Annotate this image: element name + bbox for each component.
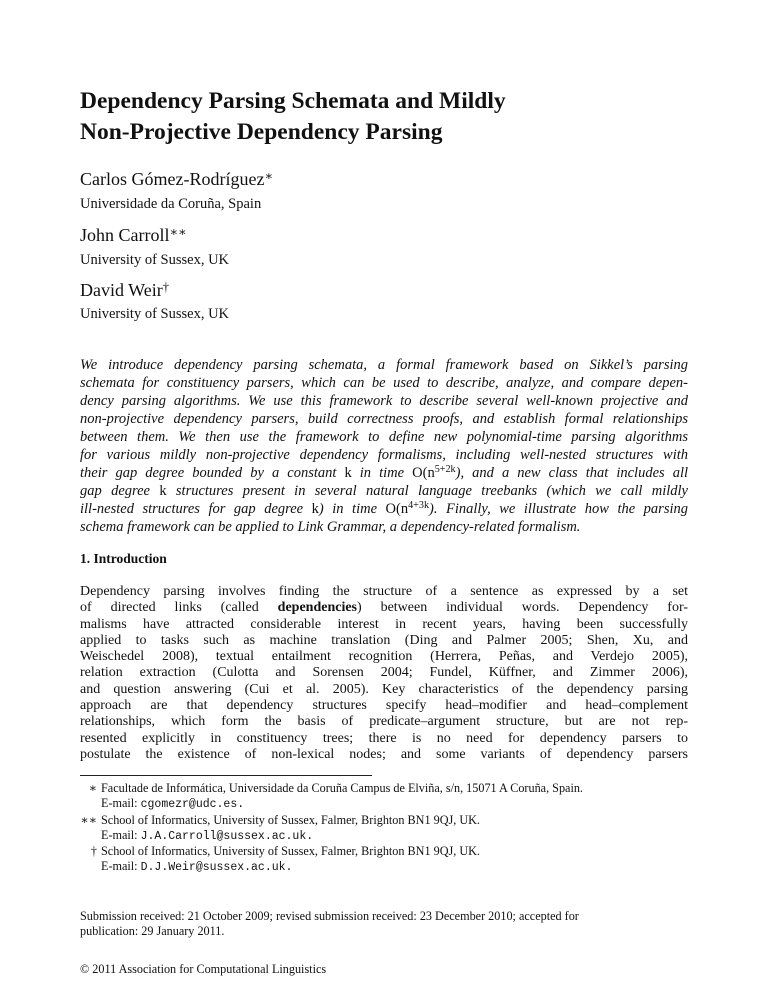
footnote-mark: ∗∗ [80,812,97,827]
author-affiliation: University of Sussex, UK [80,252,230,268]
abstract-line: non-projective dependency parsers, build correctness proofs, and establish formal relationships [80,411,688,427]
author-name-text: Carlos Gómez-Rodríguez [80,169,265,189]
body-line: relationships, which form the basis of predicate–argument structure, but are not rep- [80,714,688,730]
author-mark: † [162,280,169,294]
paper-title [80,86,700,148]
author-mark: ∗ [264,169,274,183]
abstract-line: for various mildly non-projective dependency formalisms, including well-nested structures with [80,447,688,463]
author-name [80,280,169,301]
text: ) between individual words. Dependency for- [357,600,688,616]
abstract-line: dency parsing algorithms. We use this framework to describe several well-known projective and [80,393,688,409]
submission-line: publication: 29 January 2011. [80,924,225,939]
body-line [80,600,688,616]
math [386,501,429,517]
math: k [344,465,352,481]
title-line: Non-Projective Dependency Parsing [80,119,443,145]
term: dependencies [277,600,358,616]
math: k [159,483,167,499]
label: E-mail: [101,796,138,811]
text: ill-nested structures for gap degree [80,501,304,517]
footnote-rule [80,775,372,776]
text: ), and a new class that includes all [455,465,689,481]
body-line: Dependency parsing involves finding the structure of a sentence as expressed by a set [80,584,688,599]
author-affiliation: University of Sussex, UK [80,306,230,322]
math-base: O(n [385,501,409,517]
text: their gap degree bounded by a constant [80,465,337,481]
body-paragraph [80,584,688,763]
submission-line: Submission received: 21 October 2009; revised submission received: 23 December 2010; accepted for [80,909,579,923]
math-base: O(n [412,465,435,481]
body-line: Weischedel 2008), textual entailment recognition (Herrera, Peñas, and Verdejo 2005), [80,649,688,665]
math [412,465,455,481]
abstract-line: schemata for constituency parsers, which can be used to describe, analyze, and compare depen- [80,375,688,391]
body-line: approach are that dependency structures specify head–modifier and head–complement [80,698,688,714]
text: ). Finally, we illustrate how the parsing [429,501,688,517]
footnote-text: Facultade de Informática, Universidade da Coruña Campus de Elviña, s/n, 15071 A Coruña, Spain. [101,781,583,795]
body-line: and question answering (Cui et al. 2005). Key characteristics of the dependency parsing [80,681,688,697]
abstract-line: We introduce dependency parsing schemata, a formal framework based on Sikkel’s parsing [80,357,688,373]
abstract-line [80,482,688,500]
math: k [311,501,319,517]
footnote-email [80,828,700,844]
email: J.A.Carroll@sussex.ac.uk. [140,829,314,843]
abstract [80,356,688,536]
footnote-email [80,796,700,812]
text: ) in time [318,501,378,517]
title-line: Dependency Parsing Schemata and Mildly [80,88,506,114]
text: of directed links (called [80,600,259,616]
email: D.J.Weir@sussex.ac.uk. [140,861,293,875]
abstract-line: between them. We then use the framework to define new polynomial-time parsing algorithms [80,429,688,445]
footnote-text: School of Informatics, University of Sussex, Falmer, Brighton BN1 9QJ, UK. [101,844,480,859]
label: E-mail: [101,859,138,874]
author-name [80,169,273,190]
abstract-line: schema framework can be applied to Link Grammar, a dependency-related formalism. [80,519,581,535]
text: in time [359,465,405,481]
footnote-mark: † [90,844,97,859]
label: E-mail: [101,827,138,842]
body-line: postulate the existence of non-lexical nodes; and some variants of dependency parsers [80,746,688,762]
math-exponent: 4+3k [408,500,430,511]
author-affiliation: Universidade da Coruña, Spain [80,196,262,212]
footnote-email [80,859,700,875]
footnote-text: School of Informatics, University of Sussex, Falmer, Brighton BN1 9QJ, UK. [101,812,480,827]
footnote [80,844,700,859]
author-name-text: David Weir [80,280,163,300]
abstract-line [80,464,688,482]
author-mark: ∗∗ [169,225,187,239]
text: gap degree [80,483,150,499]
footnotes [80,781,700,876]
body-line: applied to tasks such as machine translation (Ding and Palmer 2005; Shen, Xu, and [80,632,688,648]
copyright: © 2011 Association for Computational Linguistics [80,962,327,976]
footnote-mark: ∗ [88,781,97,795]
footnote [80,813,700,828]
body-line: relation extraction (Culotta and Sorensen 2004; Fundel, Küffner, and Zimmer 2006), [80,665,688,681]
section-heading: 1. Introduction [80,551,167,566]
author-name [80,225,187,246]
author-name-text: John Carroll [80,225,170,245]
math-exponent: 5+2k [434,464,456,475]
footnote [80,781,700,796]
body-line: resented explicitly in constituency trees; there is no need for dependency parsers to [80,730,688,746]
abstract-line [80,500,688,518]
submission-info [80,909,700,940]
text: structures present in several natural language treebanks (which we call mildly [175,483,688,499]
body-line: malisms have attracted considerable interest in recent years, having been successfully [80,616,688,632]
email: cgomezr@udc.es. [140,798,245,812]
